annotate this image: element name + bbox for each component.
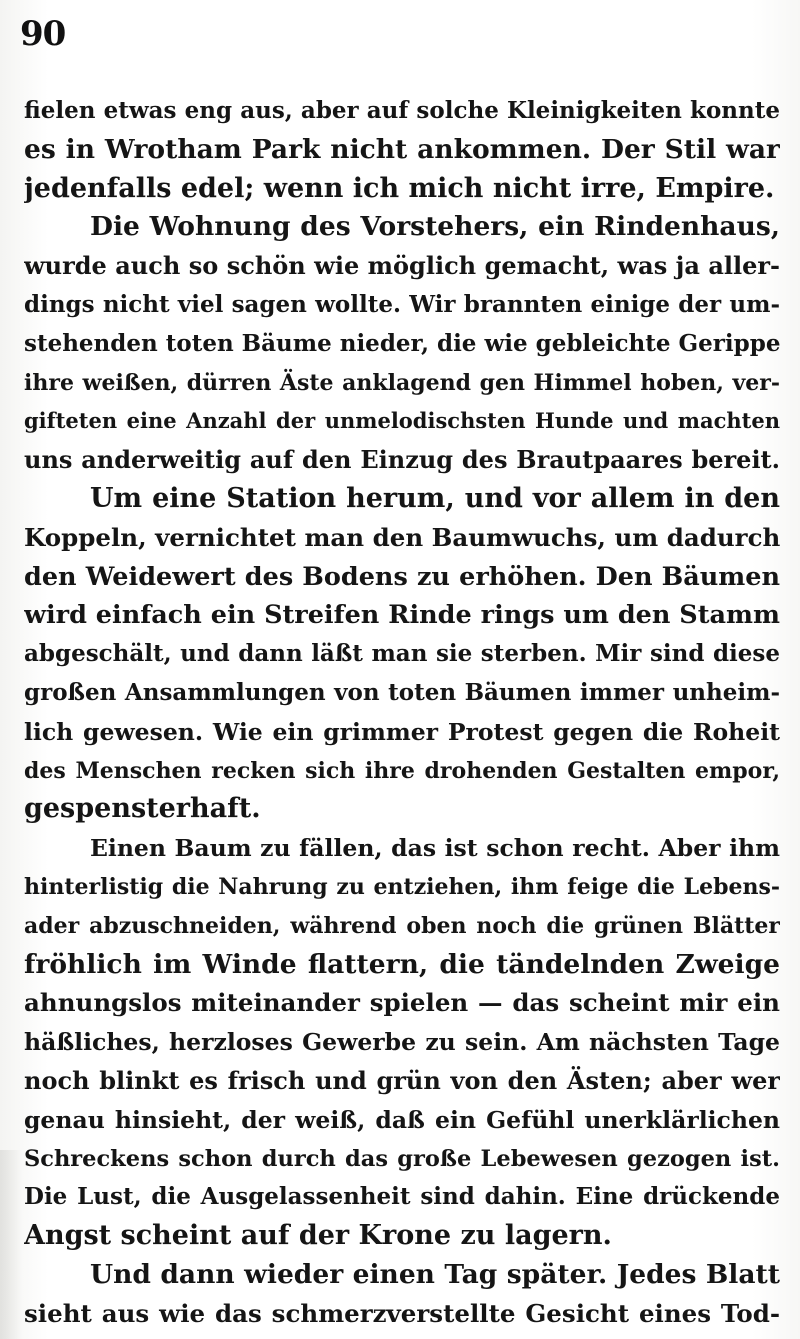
- text-line: ihre weißen, dürren Äste anklagend gen Himmel hoben, ver-: [24, 369, 780, 396]
- page-gutter-shadow: [0, 1150, 22, 1339]
- text-line: wurde auch so schön wie möglich gemacht, was ja aller-: [24, 251, 780, 281]
- text-line: den Weidewert des Bodens zu erhöhen. Den Bäumen: [24, 561, 780, 592]
- text-line: fröhlich im Winde flattern, die tändelnden Zweige: [24, 948, 780, 980]
- text-line: stehenden toten Bäume nieder, die wie gebleichte Gerippe: [24, 329, 780, 357]
- text-line: uns anderweitig auf den Einzug des Brautpaares bereit.: [24, 445, 780, 475]
- text-line: noch blinkt es frisch und grün von den Ästen; aber wer: [24, 1065, 780, 1095]
- text-line: Koppeln, vernichtet man den Baumwuchs, um dadurch: [24, 522, 780, 552]
- text-line: großen Ansammlungen von toten Bäumen immer unheim-: [24, 678, 780, 706]
- text-line: Einen Baum zu fällen, das ist schon recht. Aber ihm: [90, 834, 780, 863]
- text-line: jedenfalls edel; wenn ich mich nicht irre, Empire.: [24, 172, 775, 204]
- text-line: häßliches, herzloses Gewerbe zu sein. Am nächsten Tage: [24, 1028, 780, 1057]
- text-line: hinterlistig die Nahrung zu entziehen, ihm feige die Lebens-: [24, 873, 780, 900]
- text-line: gifteten eine Anzahl der unmelodischsten Hunde und machten: [24, 408, 780, 434]
- text-line: wird einfach ein Streifen Rinde rings um den Stamm: [24, 600, 780, 631]
- text-line: Die Wohnung des Vorstehers, ein Rindenhaus,: [90, 211, 780, 243]
- text-line: lich gewesen. Wie ein grimmer Protest gegen die Roheit: [24, 717, 780, 746]
- text-line: Angst scheint auf der Krone zu lagern.: [24, 1220, 612, 1252]
- text-line: dings nicht viel sagen wollte. Wir brannten einige der um-: [24, 290, 780, 318]
- text-line: des Menschen recken sich ihre drohenden Gestalten empor,: [24, 757, 780, 784]
- text-line: fielen etwas eng aus, aber auf solche Kleinigkeiten konnte: [24, 97, 780, 124]
- text-line: Und dann wieder einen Tag später. Jedes Blatt: [90, 1258, 780, 1290]
- text-line: ahnungslos miteinander spielen — das scheint mir ein: [24, 988, 780, 1018]
- text-line: Die Lust, die Ausgelassenheit sind dahin. Eine drückende: [24, 1183, 780, 1211]
- text-line: gespensterhaft.: [24, 793, 261, 825]
- text-line: Um eine Station herum, und vor allem in den: [90, 482, 780, 514]
- page-number: 90: [20, 14, 66, 54]
- text-line: sieht aus wie das schmerzverstellte Gesicht eines Tod-: [24, 1298, 780, 1328]
- text-line: abgeschält, und dann läßt man sie sterben. Mir sind diese: [24, 640, 780, 668]
- text-line: Schreckens schon durch das große Lebewesen gezogen ist.: [24, 1145, 780, 1172]
- text-line: ader abzuschneiden, während oben noch die grünen Blätter: [24, 912, 780, 939]
- body-text: [24, 92, 780, 1334]
- text-line: genau hinsieht, der weiß, daß ein Gefühl unerklärlichen: [24, 1105, 780, 1134]
- text-line: es in Wrotham Park nicht ankommen. Der Stil war: [24, 133, 780, 165]
